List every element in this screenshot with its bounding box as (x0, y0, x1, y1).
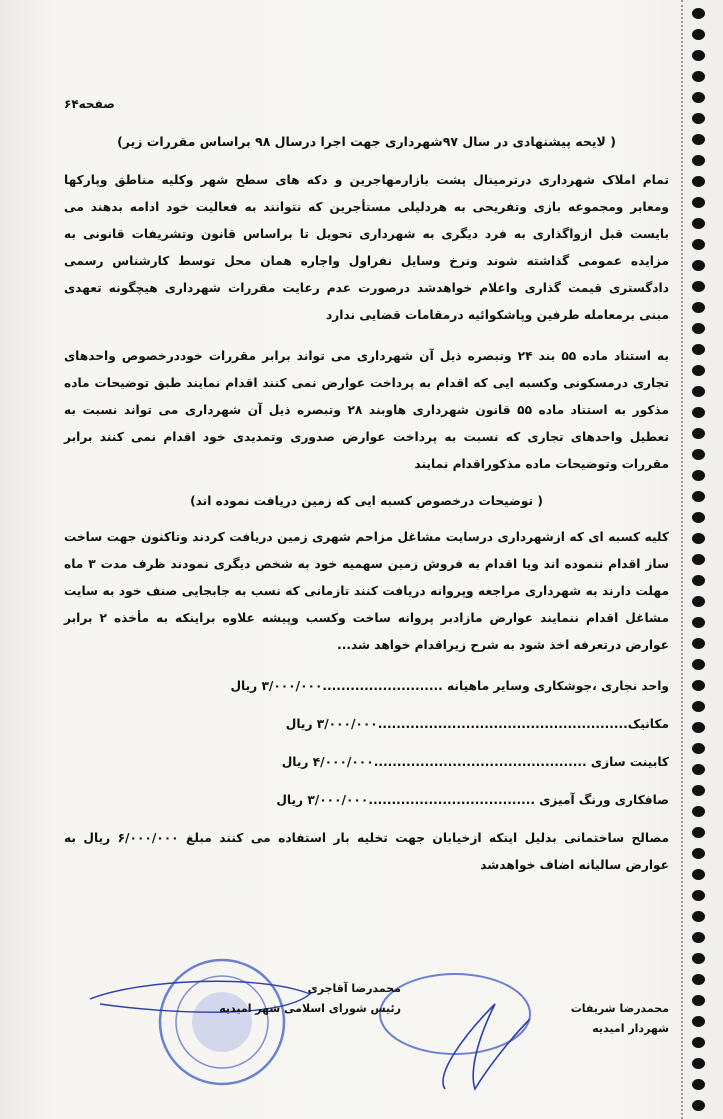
binding-hole (692, 512, 705, 523)
binding-hole (692, 869, 705, 880)
binding-hole (692, 722, 705, 733)
binding-hole (692, 239, 705, 250)
fee-amount: ۳/۰۰۰/۰۰۰ ریال (230, 679, 323, 693)
fee-amount: ۳/۰۰۰/۰۰۰ ریال (285, 717, 378, 731)
page-number: صفحه۶۴ (64, 97, 115, 111)
binding-hole (692, 365, 705, 376)
binding-hole (692, 8, 705, 19)
binding-hole (692, 617, 705, 628)
binding-hole (692, 386, 705, 397)
binding-hole (692, 848, 705, 859)
fee-line (64, 675, 669, 697)
binding-hole (692, 827, 705, 838)
binding-hole (692, 1079, 705, 1090)
fee-line (64, 789, 669, 811)
binding-hole (692, 428, 705, 439)
fee-line (64, 713, 669, 735)
mayor-signature-block (571, 999, 669, 1039)
binding-hole (692, 1100, 705, 1111)
fee-label: مکانیک...................................................... (377, 717, 669, 731)
fee-label: واحد نجاری ،جوشکاری وسایر ماهیانه .......................... (322, 679, 669, 693)
document-title: ( لایحه پیشنهادی در سال ۹۷شهرداری جهت اجرا درسال ۹۸ براساس مقررات زیر) (117, 134, 616, 149)
council-chair-title: رئیس شورای اسلامی شهر امیدیه (219, 1002, 401, 1015)
binding-hole (692, 890, 705, 901)
binding-hole (692, 50, 705, 61)
fee-label: صافکاری ورنگ آمیزی .................................... (368, 793, 669, 807)
binding-hole (692, 92, 705, 103)
binding-hole (692, 638, 705, 649)
binding-hole (692, 470, 705, 481)
binding-hole (692, 1037, 705, 1048)
paragraph-property-leasing: تمام املاک شهرداری درترمینال پشت بازارمهاجرین و دکه های سطح شهر وکلیه مناطق وپارکها ومعابر ومجموعه بازی وتفریحی به هردلیلی مستأجرین که نتوانند به فعالیت خود ادامه بدهند می بایست قبل ازواگذاری به فرد دیگری به شهرداری تحویل تا براساس قانون وتشریفات قانونی به مزایده عمومی گذاشته شوند ونرخ وسایل نفراول واجاره همان محل توسط کارشناس رسمی دادگستری قیمت گذاری واعلام خواهدشد درصورت عدم رعایت مقررات شهرداری هیچگونه تعهدی مبنی برمعامله طرفین وپاشکوائیه درمقامات قضایی ندارد (64, 173, 669, 322)
binding-hole (692, 1016, 705, 1027)
binding-hole (692, 659, 705, 670)
fee-amount: ۴/۰۰۰/۰۰۰ ریال (281, 755, 374, 769)
signature-area (64, 959, 669, 1089)
council-chair-name: محمدرضا آقاجری (307, 982, 401, 995)
binding-hole (692, 806, 705, 817)
perforation-line (681, 0, 683, 1119)
paragraph-building-materials: مصالح ساختمانی بدلیل اینکه ازخیابان جهت تخلیه بار استفاده می کنند مبلغ ۶/۰۰۰/۰۰۰ ریال به عوارض سالیانه اضاف خواهدشد (64, 831, 670, 872)
binding-hole (692, 407, 705, 418)
binding-hole (692, 1058, 705, 1069)
binding-hole (692, 596, 705, 607)
binding-hole (692, 680, 705, 691)
binding-hole (692, 785, 705, 796)
mayor-title: شهردار امیدیه (592, 1022, 669, 1035)
fee-amount: ۳/۰۰۰/۰۰۰ ریال (276, 793, 369, 807)
binding-hole (692, 113, 705, 124)
binding-hole (692, 554, 705, 565)
binding-hole (692, 701, 705, 712)
mayor-name: محمدرضا شریفات (570, 1002, 669, 1015)
council-stamp (150, 954, 300, 1094)
binding-hole (692, 953, 705, 964)
binding-hole (692, 218, 705, 229)
council-chair-signature-block (219, 979, 401, 1019)
binding-hole (692, 995, 705, 1006)
binding-hole (692, 176, 705, 187)
section-subtitle: ( توضیحات درخصوص کسبه ایی که زمین دریافت نموده اند) (190, 494, 543, 508)
binding-hole (692, 932, 705, 943)
paragraph-article-55: به استناد ماده ۵۵ بند ۲۴ وتبصره ذیل آن شهرداری می تواند برابر مقررات خوددرخصوص واحدهای تجاری درمسکونی وکسبه ایی که اقدام به پرداخت عوارض نمی کنند اقدام نمایند طبق توضیحات ماده مذکور به استناد ماده ۵۵ قانون شهرداری هاوبند ۲۸ وتبصره ذیل آن شهرداری می تواند نسبت به تعطیل واحدهای تجاری که نسبت به پرداخت عوارض صدوری وتمدیدی خود اقدام نمی کنند برابر مقررات وتوضیحات ماده مذکوراقدام نمایند (64, 349, 670, 471)
binding-hole (692, 134, 705, 145)
fee-label: کابینت سازی .............................................. (373, 755, 669, 769)
binding-hole (692, 533, 705, 544)
binding-hole (692, 449, 705, 460)
binding-hole (692, 155, 705, 166)
binding-hole (692, 281, 705, 292)
binding-hole (692, 260, 705, 271)
binding-hole (692, 491, 705, 502)
binding-hole (692, 29, 705, 40)
binding-hole (692, 344, 705, 355)
fee-line (64, 751, 669, 773)
binding-hole (692, 764, 705, 775)
binding-hole (692, 71, 705, 82)
binding-hole (692, 323, 705, 334)
paragraph-land-recipients: کلیه کسبه ای که ازشهرداری درسایت مشاغل مزاحم شهری زمین دریافت کردند وتاکنون جهت ساخت ساز اقدام ننموده اند ویا اقدام به فروش زمین سهمیه خود به شخص دیگری نمودند ظرف مدت ۳ ماه مهلت دارند به شهرداری مراجعه وپروانه دریافت کنند تازمانی که نسب به جابجایی صنف خود به سایت مشاغل اقدام ننمایند عوارض مازادبر پروانه ساخت وکسب وپیشه علاوه براینکه به مأخذه ۲ برابر عوارض درتعرفه اخذ شود به شرح زیراقدام خواهد شد... (64, 530, 669, 652)
spiral-binding (688, 0, 723, 1119)
binding-hole (692, 911, 705, 922)
binding-hole (692, 743, 705, 754)
document-body (64, 0, 669, 1119)
binding-hole (692, 974, 705, 985)
binding-hole (692, 302, 705, 313)
binding-hole (692, 575, 705, 586)
binding-hole (692, 197, 705, 208)
